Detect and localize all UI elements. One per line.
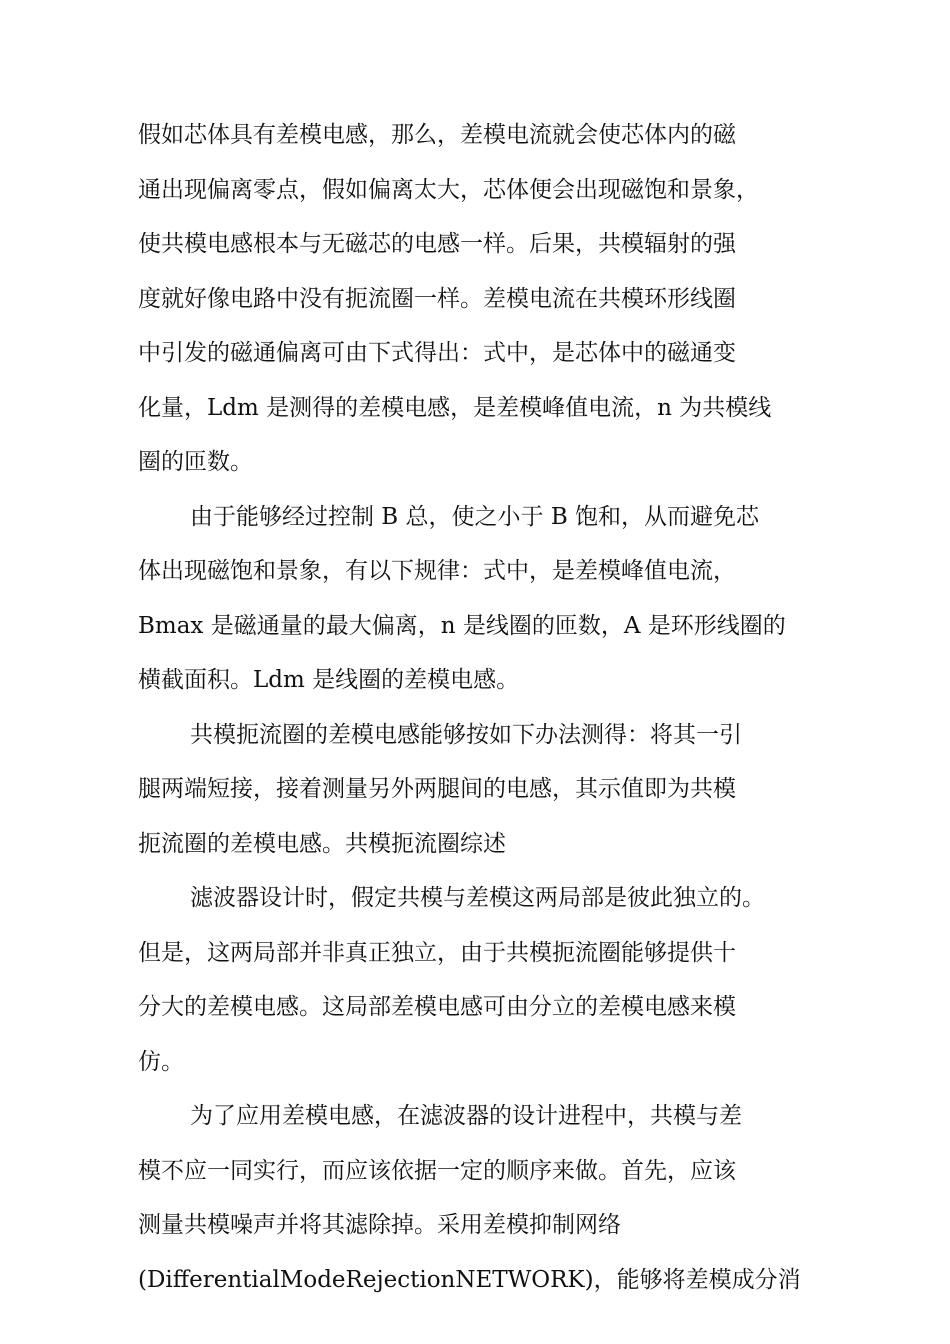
text-line: 通出现偏离零点，假如偏离太大，芯体便会出现磁饱和景象， <box>138 176 759 203</box>
text-line: 扼流圈的差模电感。共模扼流圈综述 <box>138 830 506 857</box>
text-line: 由于能够经过控制 B 总，使之小于 B 饱和，从而避免芯 <box>190 503 760 530</box>
paragraph-4 <box>138 871 828 1089</box>
text-line: 圈的匝数。 <box>138 449 253 475</box>
text-line: 测量共模噪声并将其滤除掉。采用差模抑制网络 <box>138 1212 621 1238</box>
text-line: 横截面积。Ldm 是线圈的差模电感。 <box>138 667 520 693</box>
text-line: 但是，这两局部并非真正独立，由于共模扼流圈能够提供十 <box>138 939 736 966</box>
text-line: 仿。 <box>138 1048 184 1075</box>
text-line: 滤波器设计时，假定共模与差模这两局部是彼此独立的。 <box>190 885 765 911</box>
text-line: 假如芯体具有差模电感，那么，差模电流就会使芯体内的磁 <box>138 122 736 148</box>
text-line: Bmax 是磁通量的最大偏离，n 是线圈的匝数，A 是环形线圈的 <box>138 612 786 639</box>
text-line: 体出现磁饱和景象，有以下规律：式中，是差模峰值电流， <box>138 558 736 584</box>
document-page <box>138 108 828 1307</box>
text-line: 共模扼流圈的差模电感能够按如下办法测得：将其一引 <box>190 721 742 748</box>
paragraph-1 <box>138 108 828 490</box>
text-line: 为了应用差模电感，在滤波器的设计进程中，共模与差 <box>190 1103 742 1129</box>
paragraph-3 <box>138 708 828 872</box>
text-line: 分大的差模电感。这局部差模电感可由分立的差模电感来模 <box>138 994 736 1020</box>
text-line: (DifferentialModeRejectionNETWORK)，能够将差模成分消 <box>138 1266 801 1293</box>
text-line: 度就好像电路中没有扼流圈一样。差模电流在共模环形线圈 <box>138 285 736 312</box>
text-line: 模不应一同实行，而应该依据一定的顺序来做。首先，应该 <box>138 1157 736 1184</box>
text-line: 中引发的磁通偏离可由下式得出：式中，是芯体中的磁通变 <box>138 340 736 366</box>
text-line: 化量，Ldm 是测得的差模电感，是差模峰值电流，n 为共模线 <box>138 394 772 421</box>
text-line: 使共模电感根本与无磁芯的电感一样。后果，共模辐射的强 <box>138 231 736 257</box>
paragraph-2 <box>138 490 828 708</box>
paragraph-5 <box>138 1089 828 1307</box>
text-line: 腿两端短接，接着测量另外两腿间的电感，其示值即为共模 <box>138 776 736 802</box>
